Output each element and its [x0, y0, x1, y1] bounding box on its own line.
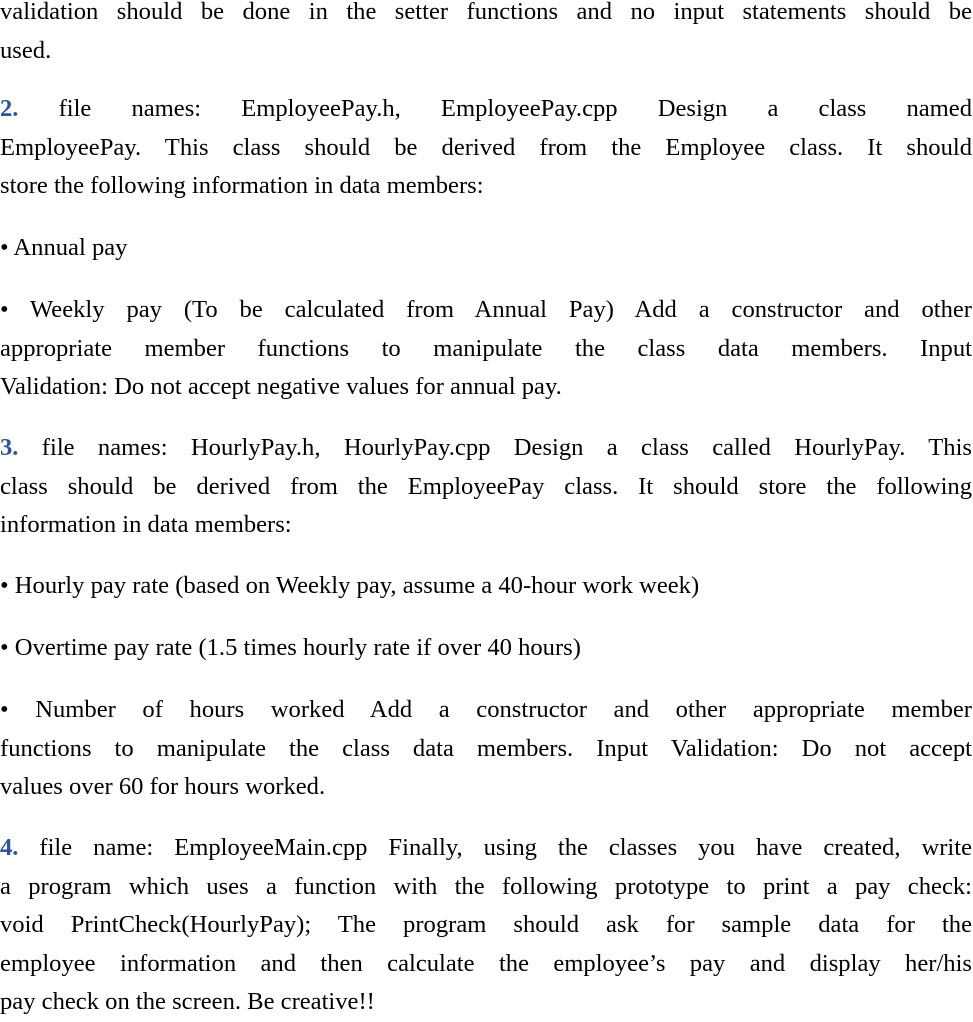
- section-4-line-1-text: file name: EmployeeMain.cpp Finally, using the classes you have created, write: [18, 834, 972, 861]
- intro-paragraph: [0, 0, 972, 70]
- bullet-overtime-pay-rate: • Overtime pay rate (1.5 times hourly rate if over 40 hours): [0, 634, 581, 661]
- bullet-weekly-pay-line-2: appropriate member functions to manipulate the class data members. Input: [0, 334, 972, 362]
- section-3-bullet-2: [0, 629, 972, 668]
- section-3-bullet-1: [0, 567, 972, 606]
- section-4-line-1: [0, 829, 972, 868]
- bullet-weekly-pay-line-3: Validation: Do not accept negative values for annual pay.: [0, 373, 562, 400]
- section-4-paragraph: [0, 829, 972, 1022]
- intro-line-1: validation should be done in the setter functions and no input statements should be: [0, 0, 972, 25]
- section-2-bullet-1: [0, 229, 972, 268]
- section-4-line-4: employee information and then calculate the employee’s pay and display her/his: [0, 949, 972, 977]
- bullet-hourly-pay-rate: • Hourly pay rate (based on Weekly pay, assume a 40-hour work week): [0, 572, 700, 599]
- section-4-line-2: a program which uses a function with the following prototype to print a pay check:: [0, 872, 972, 900]
- bullet-hours-worked-line-1: • Number of hours worked Add a constructor and other appropriate member: [0, 696, 972, 723]
- section-2-bullet-2: [0, 291, 972, 407]
- section-3-bullet-3: [0, 691, 972, 807]
- section-2-line-2: EmployeePay. This class should be derived from the Employee class. It should: [0, 133, 972, 161]
- section-2-paragraph: [0, 90, 972, 206]
- section-4-line-5: pay check on the screen. Be creative!!: [0, 988, 375, 1015]
- section-3-line-3: information in data members:: [0, 511, 292, 538]
- bullet-hours-worked-line-3: values over 60 for hours worked.: [0, 773, 326, 800]
- bullet-hours-worked-line-2: functions to manipulate the class data members. Input Validation: Do not accept: [0, 734, 972, 762]
- section-2-line-1-text: file names: EmployeePay.h, EmployeePay.cpp Design a class named: [18, 95, 972, 122]
- intro-line-2: used.: [0, 36, 52, 64]
- section-4-line-3: void PrintCheck(HourlyPay); The program should ask for sample data for the: [0, 911, 972, 938]
- section-4-number: 4.: [0, 834, 19, 861]
- section-3-line-1-text: file names: HourlyPay.h, HourlyPay.cpp Design a class called HourlyPay. This: [18, 434, 972, 461]
- bullet-annual-pay: • Annual pay: [0, 234, 128, 261]
- section-2-line-1: [0, 90, 972, 129]
- section-3-line-1: [0, 429, 972, 468]
- section-2-number: 2.: [0, 95, 19, 122]
- section-2-line-3: store the following information in data members:: [0, 172, 484, 199]
- section-3-paragraph: [0, 429, 972, 545]
- section-3-number: 3.: [0, 434, 19, 461]
- bullet-weekly-pay-line-1: • Weekly pay (To be calculated from Annual Pay) Add a constructor and other: [0, 296, 972, 323]
- section-3-line-2: class should be derived from the EmployeePay class. It should store the following: [0, 472, 972, 500]
